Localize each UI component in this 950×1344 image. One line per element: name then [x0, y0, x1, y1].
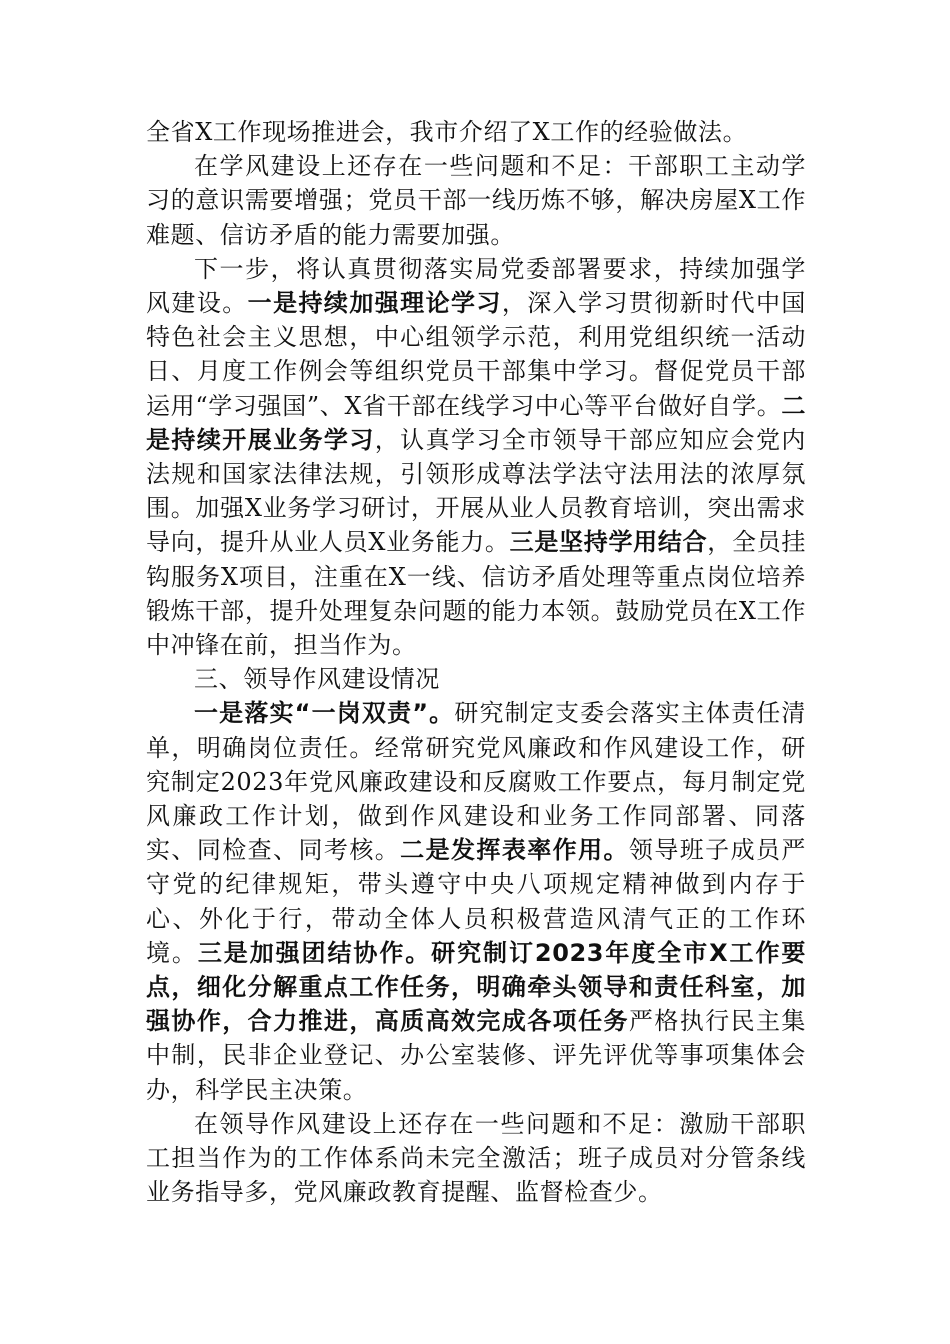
paragraph-study-problems: 在学风建设上还存在一些问题和不足：干部职工主动学习的意识需要增强；党员干部一线历炼不够，解决房屋X工作难题、信访矛盾的能力需要加强。 — [146, 152, 806, 249]
point-one-heading: 一是持续加强理论学习 — [247, 289, 502, 318]
point-three-text: ，全员挂钩服务X项目，注重在X一线、信访矛盾处理等重点岗位培养锻炼干部，提升处理复杂问题的能力本领。鼓励党员在X工作中冲锋在前，担当作为。 — [146, 528, 806, 660]
point-one-text: ，深入学习贯彻新时代中国特色社会主义思想，中心组领学示范，利用党组织统一活动日、月度工作例会等组织党员干部集中学习。督促党员干部运用“学习强国”、X省干部在线学习中心等平台做好自学。 — [146, 289, 806, 420]
leadership-point-three-text: 严格执行民主集中制，民非企业登记、办公室装修、评先评优等事项集体会办，科学民主决策。 — [146, 1007, 806, 1104]
paragraph-summary: 全省X工作现场推进会，我市介绍了X工作的经验做法。 — [146, 118, 748, 146]
document-page — [146, 115, 806, 1210]
paragraph-leadership-problems: 在领导作风建设上还存在一些问题和不足：激励干部职工担当作为的工作体系尚未完全激活；班子成员对分管条线业务指导多，党风廉政教育提醒、监督检查少。 — [146, 1109, 806, 1207]
leadership-point-three-heading: 三是加强团结协作。研究制订2023年度全市X工作要点，细化分解重点工作任务，明确牵头领导和责任科室，加强协作，合力推进，高质高效完成各项任务 — [146, 938, 806, 1036]
leadership-point-two-heading: 二是发挥表率作用。 — [400, 836, 629, 865]
paragraph-next-steps — [146, 252, 806, 662]
section-heading: 三、领导作风建设情况 — [194, 665, 440, 694]
paragraph-leadership — [146, 696, 806, 1106]
point-two-text: ，认真学习全市领导干部应知应会党内法规和国家法律法规，引领形成尊法学法守法用法的浓厚氛围。加强X业务学习研讨，开展从业人员教育培训，突出需求导向，提升从业人员X业务能力。 — [146, 425, 806, 557]
next-steps-intro: 下一步，将认真贯彻落实局党委部署要求，持续加强学风建设。 — [146, 254, 806, 318]
point-three-heading: 三是坚持学用结合 — [509, 528, 708, 557]
leadership-point-one-text: 研究制定支委会落实主体责任清单，明确岗位责任。经常研究党风廉政和作风建设工作，研究制定2023年党风廉政建设和反腐败工作要点，每月制定党风廉政工作计划，做到作风建设和业务工作同部署、同落实、同检查、同考核。 — [146, 699, 806, 865]
point-two-heading: 二是持续开展业务学习 — [146, 391, 806, 454]
leadership-point-two-text: 领导班子成员严守党的纪律规矩，带头遵守中央八项规定精神做到内存于心、外化于行，带动全体人员积极营造风清气正的工作环境。 — [146, 836, 806, 967]
leadership-point-one-heading: 一是落实“一岗双责”。 — [194, 699, 455, 728]
